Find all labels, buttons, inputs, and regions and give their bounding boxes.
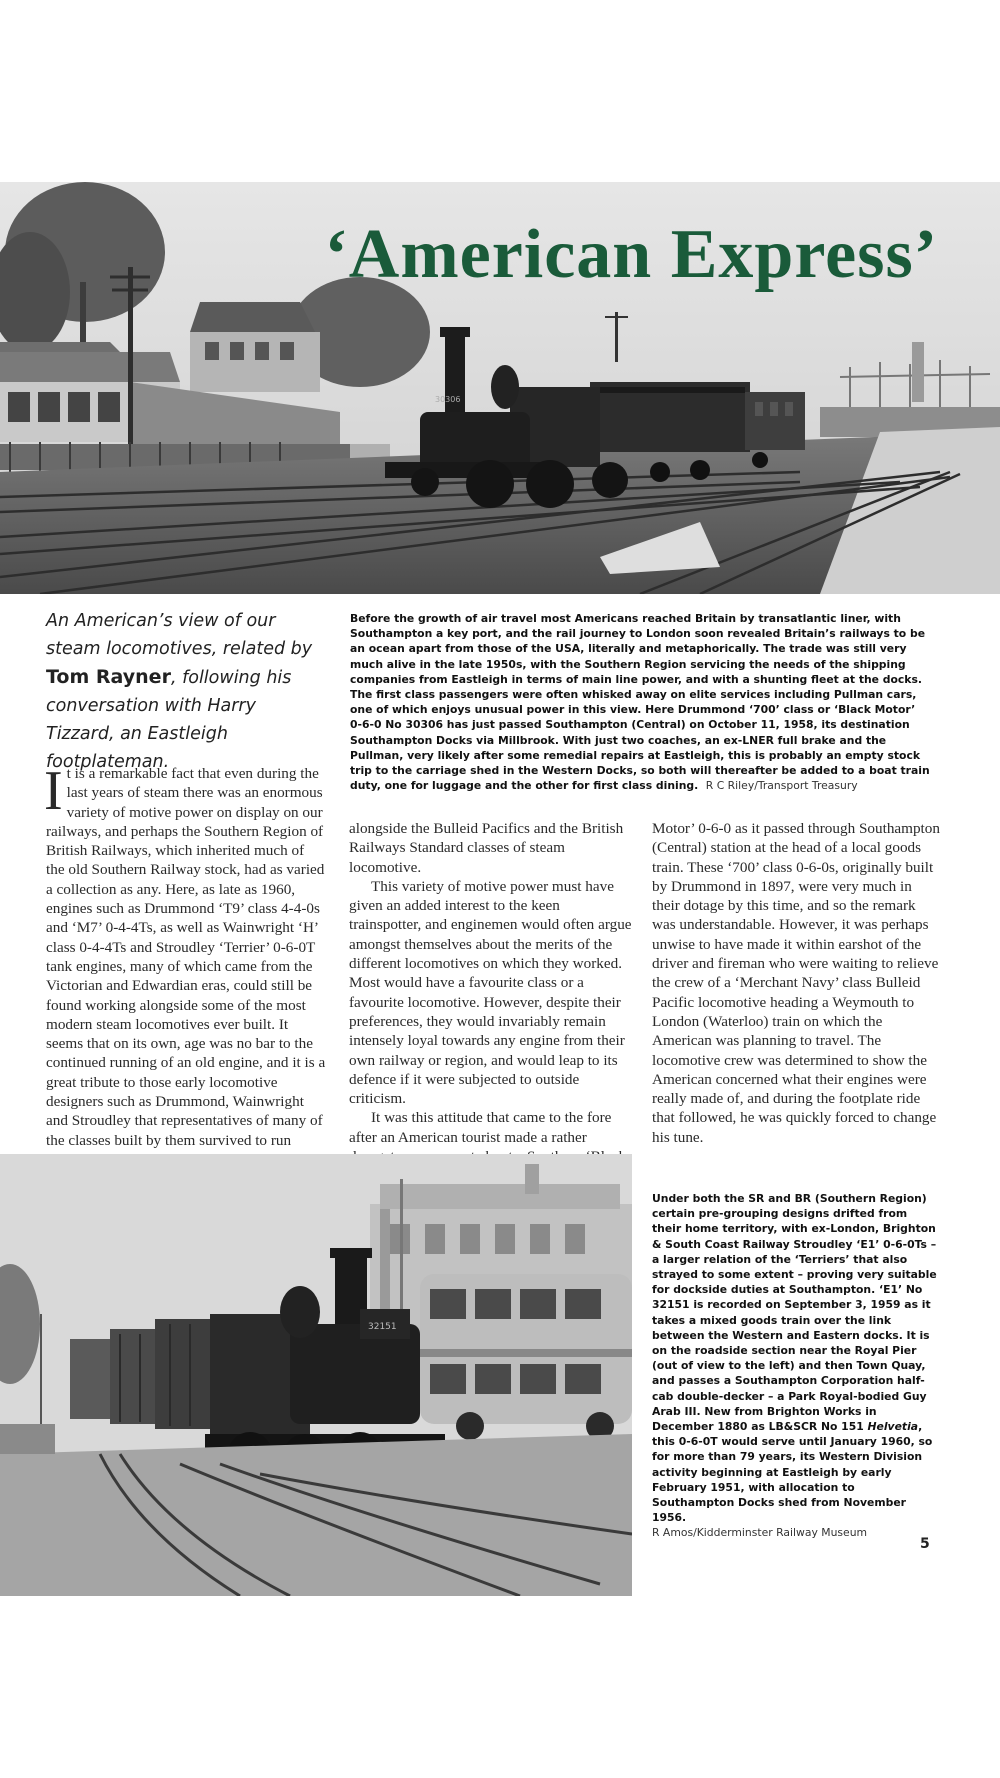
photo-credit: R C Riley/Transport Treasury [705, 779, 858, 793]
bottom-photo-dock-locomotive [0, 1154, 632, 1596]
body-paragraph: alongside the Bulleid Pacifics and the British Railways Standard classes of steam locomotive. [349, 820, 624, 876]
body-column-2 [349, 819, 632, 1166]
body-column-3 [652, 819, 940, 1147]
photo-credit: R Amos/Kidderminster Railway Museum [652, 1526, 868, 1540]
caption-text: Under both the SR and BR (Southern Region) certain pre-grouping designs drifted from their home territory, with ex-London, Brighton & South Coast Railway Stroudley ‘E1’ 0-6-0Ts – a larger relation of the ‘Terriers’ that also strayed to some extent – proving very suitable for dockside duties at Southampton. ‘E1’ No 32151 is recorded on September 3, 1959 as it takes a mixed goods train over the link between the Western and Eastern docks. It is on the roadside section near the Royal Pier (out of view to the left) and then Town Quay, and passes a Southampton Corporation half-cab double-decker – a Park Royal-bodied Guy Arab III. New from Brighton Works in December 1880 as LB&SCR No 151 [652, 1192, 937, 1434]
locomotive-name: Helvetia [867, 1420, 919, 1434]
body-paragraph: t is a remarkable fact that even during the last years of steam there was an enormous variety of motive power on display on our railways, and perhaps the Southern Region of British Railways, which inherited much of the old Southern Railway stock, had as varied a collection as any. Here, as late as 1960, engines such as Drummond ‘T9’ class 4-4-0s and ‘M7’ 0-4-4Ts, as well as Wainwright ‘H’ class 0-4-4Ts and Stroudley ‘Terrier’ 0-6-0T tank engines, many of which came from the Victorian and Edwardian eras, could still be found working alongside some of the most modern steam locomotives ever built. It seems that on its own, age was no bar to the continued running of an old engine, and it is a great tribute to those early locomotive designers such as Drummond, Wainwright and Stroudley that representatives of many of the classes built by them survived to run [46, 765, 326, 1149]
body-paragraph: This variety of motive power must have given an added interest to the keen trainspotter, and enginemen would often argue amongst themselves about the merits of the different locomotives on which they worked. Most would have a favourite class or a favourite locomotive. However, despite their preferences, they would invariably remain intensely loyal towards any engine from their own railway or region, and would leap to its defence if it were subjected to outside criticism. [349, 877, 632, 1108]
body-paragraph: Motor’ 0-6-0 as it passed through Southampton (Central) station at the head of a local goods train. These ‘700’ class 0-6-0s, originally built by Drummond in 1897, were very much in their dotage by this time, and so the remark was understandable. However, it was perhaps unwise to have made it within earshot of the driver and fireman who were waiting to relieve the crew of a ‘Merchant Navy’ class Bulleid Pacific locomotive heading a Weymouth to London (Waterloo) train on which the American was planning to travel. The locomotive crew was determined to show the American concerned what their engines were really made of, and during the footplate ride that followed, he was quickly forced to change his tune. [652, 820, 940, 1146]
svg-text:32151: 32151 [368, 1322, 397, 1332]
standfirst-rest: , following his conversation with Harry Tizzard, an Eastleigh footplateman. [46, 668, 292, 772]
author-name: Tom Rayner [46, 666, 171, 688]
body-paragraph: It was this attitude that came to the fore after an American tourist made a rather [349, 1109, 612, 1146]
svg-text:30306: 30306 [435, 395, 461, 404]
drop-cap: I [44, 760, 63, 822]
caption-text-continued: , this 0-6-0T would serve until January 1960, so for more than 79 years, its Western Division activity beginning at Eastleigh by early February 1951, with allocation to Southampton Docks shed from November 1956. [652, 1420, 933, 1525]
caption-text: Before the growth of air travel most Americans reached Britain by transatlantic liner, with Southampton a key port, and the rail journey to London soon revealed Britain’s railways to be an ocean apart from those of the USA, literally and metaphorically. The trade was still very much alive in the late 1950s, with the Southern Region servicing the needs of the shipping companies from Eastleigh in terms of main line power, and with a shunting fleet at the docks. The first class passengers were often whisked away on elite services including Pullman cars, one of which enjoys unusual power in this view. Here Drummond ‘700’ class or ‘Black Motor’ 0-6-0 No 30306 has just passed Southampton (Central) on October 11, 1958, its destination Southampton Docks via Millbrook. With just two coaches, an ex-LNER full brake and the Pullman, very likely after some remedial repairs at Eastleigh, this is probably an empty stock trip to the carriage shed in the Western Docks, so both will thereafter be added to a boat train duty, one for luggage and the other for first class dining. [350, 612, 930, 793]
article-standfirst [46, 607, 326, 776]
body-column-1 [44, 760, 326, 1150]
article-title: ‘American Express’ [324, 216, 938, 293]
standfirst-lead: An American’s view of our steam locomotives, related by [46, 611, 313, 659]
page-number: 5 [920, 1536, 930, 1552]
top-photo-caption [350, 611, 930, 793]
bottom-photo-caption [652, 1191, 940, 1541]
